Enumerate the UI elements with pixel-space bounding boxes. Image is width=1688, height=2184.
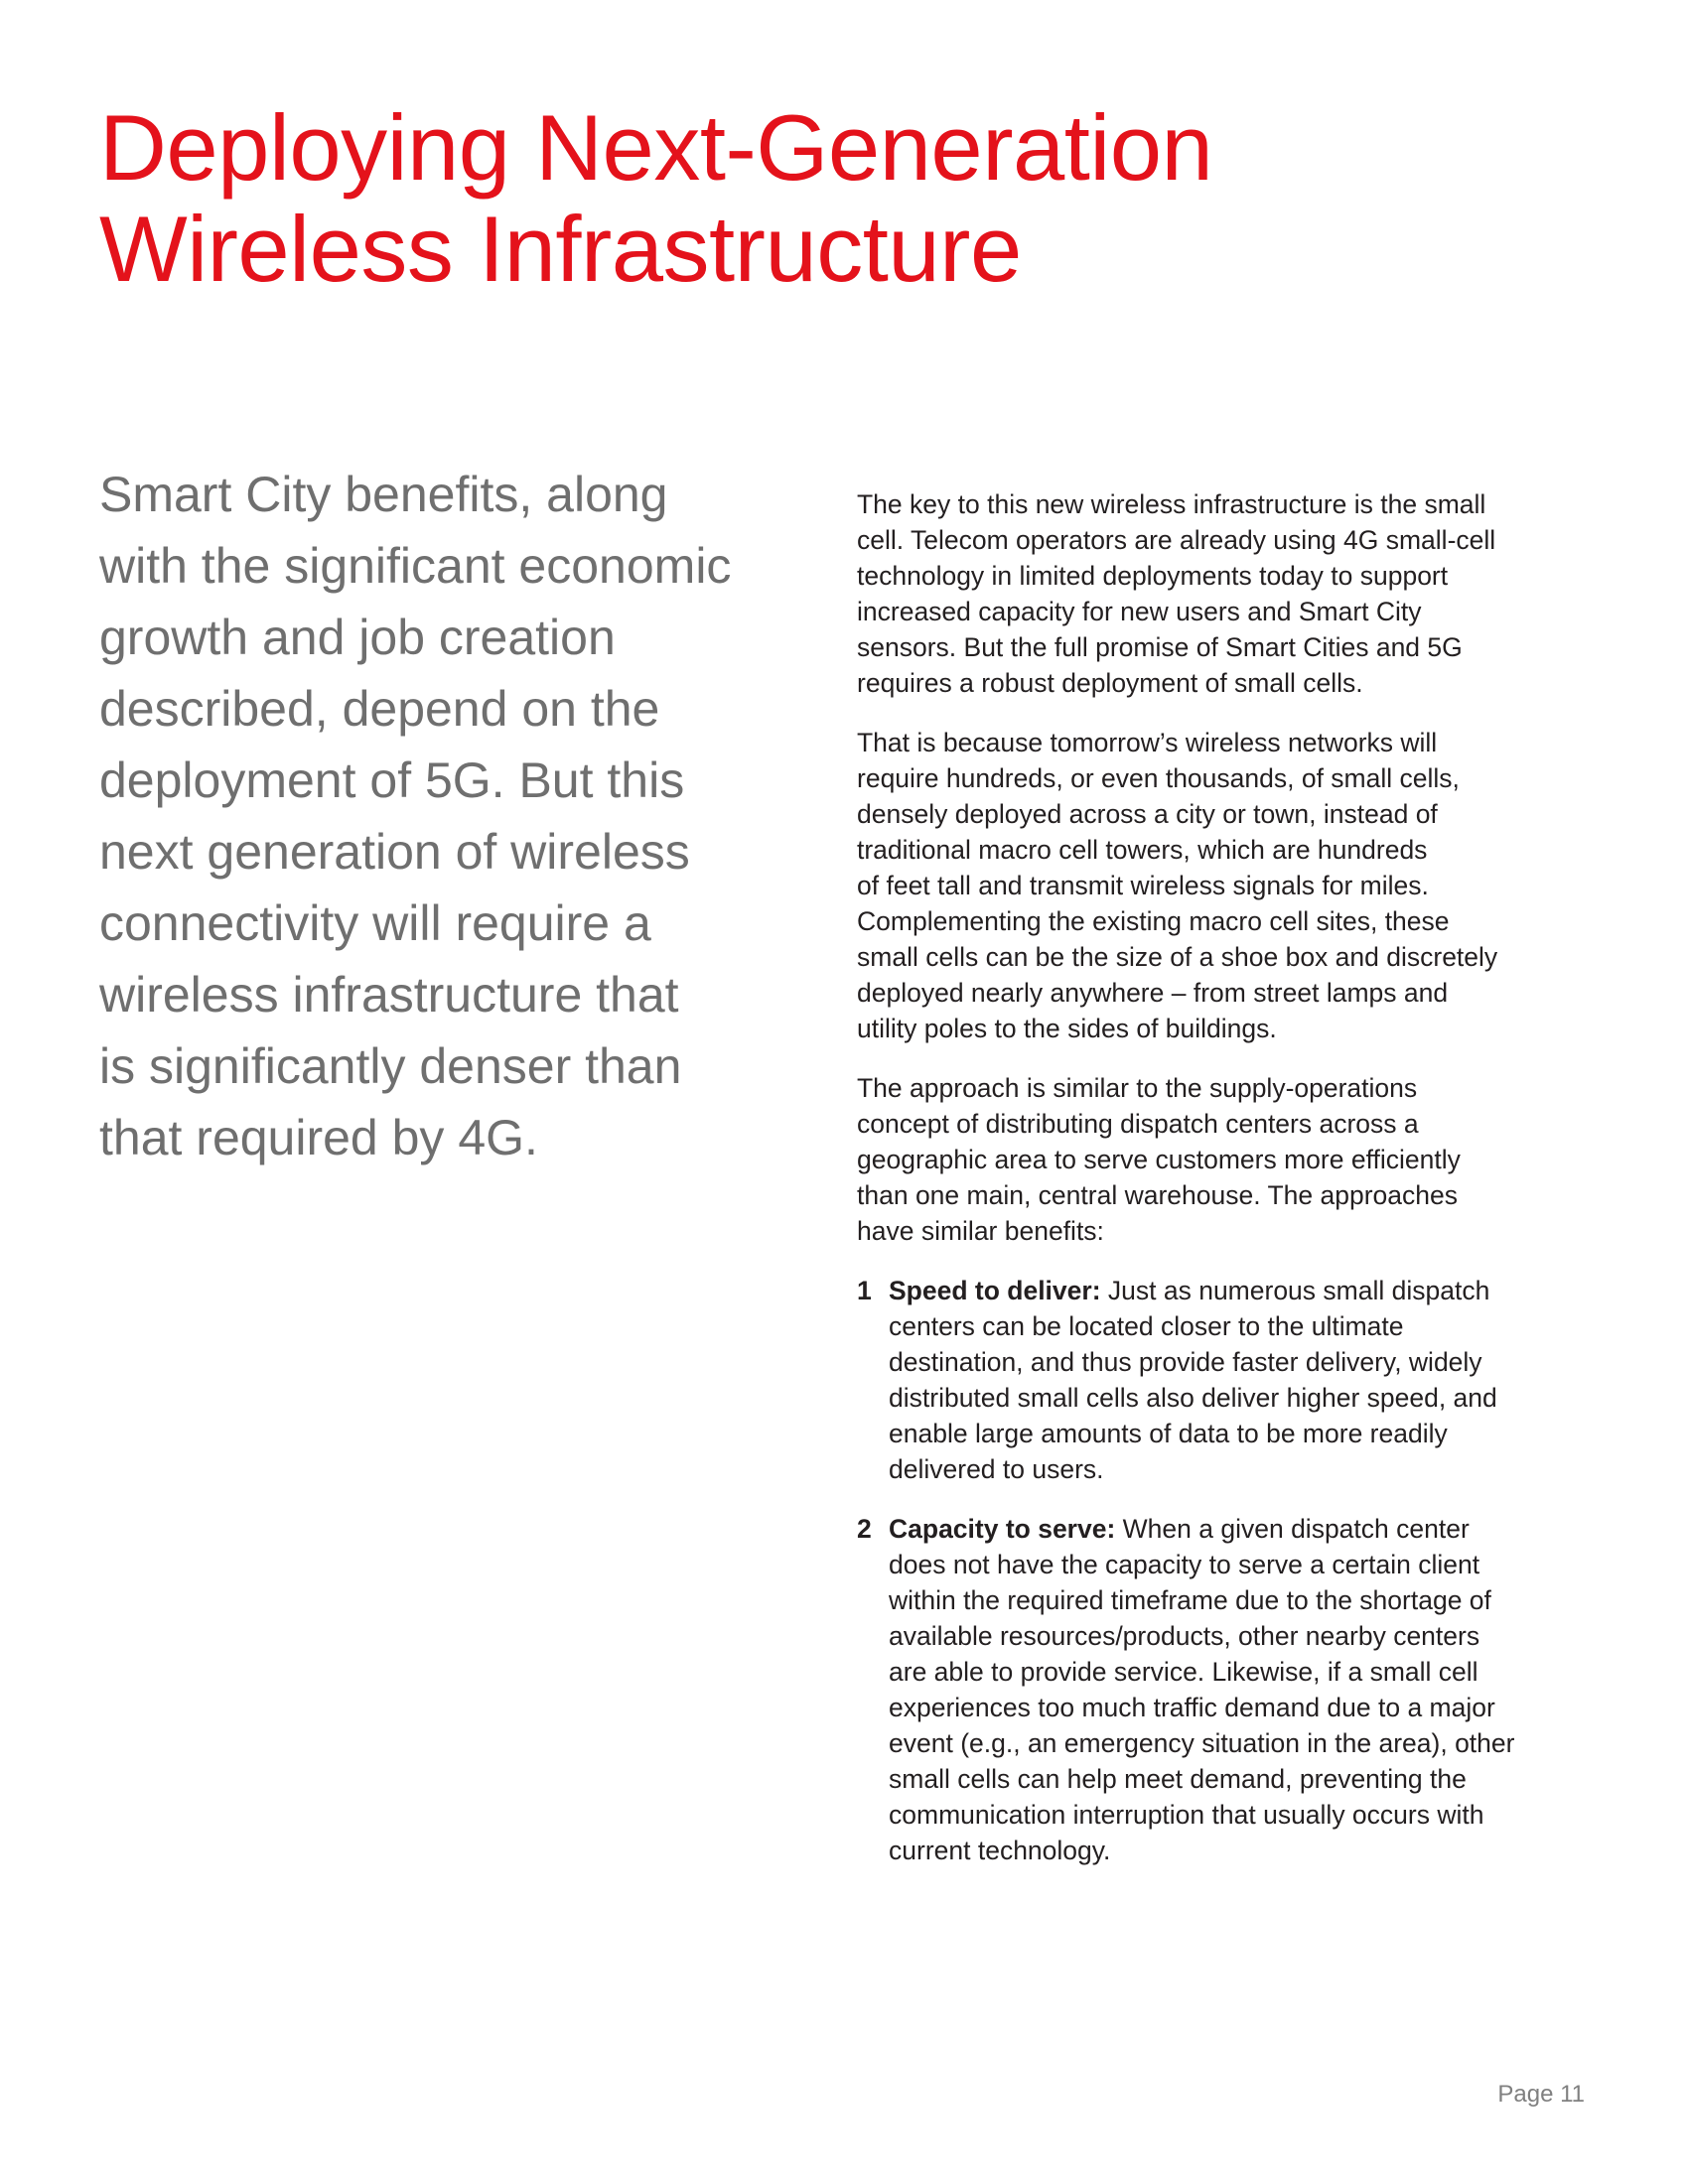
pull-quote-line: with the significant economic (99, 538, 732, 594)
body-line: require hundreds, or even thousands, of small cells, (857, 763, 1460, 793)
list-item-line: available resources/products, other nearby centers (889, 1621, 1480, 1651)
list-item-line: delivered to users. (889, 1454, 1104, 1484)
list-item-line: destination, and thus provide faster delivery, widely (889, 1347, 1482, 1377)
body-line: densely deployed across a city or town, instead of (857, 799, 1438, 829)
body-line: sensors. But the full promise of Smart Cities and 5G (857, 632, 1463, 662)
body-line: small cells can be the size of a shoe box and discretely (857, 942, 1498, 972)
body-line: of feet tall and transmit wireless signals for miles. (857, 871, 1429, 900)
body-line: deployed nearly anywhere – from street lamps and (857, 978, 1449, 1008)
body-column (857, 486, 1612, 1892)
title-line: Wireless Infrastructure (99, 197, 1022, 301)
pull-quote (99, 459, 814, 1173)
pull-quote-line: next generation of wireless (99, 824, 690, 880)
list-item (857, 1511, 1612, 1868)
list-item-line: current technology. (889, 1836, 1111, 1865)
body-line: cell. Telecom operators are already using 4G small-cell (857, 525, 1496, 555)
pull-quote-line: Smart City benefits, along (99, 467, 668, 522)
list-item-line: distributed small cells also deliver higher speed, and (889, 1383, 1497, 1413)
list-item-line: within the required timeframe due to the shortage of (889, 1585, 1491, 1615)
body-line: increased capacity for new users and Smart City (857, 597, 1422, 626)
body-line: The approach is similar to the supply-operations (857, 1073, 1418, 1103)
body-paragraph (857, 1070, 1612, 1249)
list-item-line: experiences too much traffic demand due to a major (889, 1693, 1495, 1722)
list-item-first-line (889, 1511, 1612, 1547)
page-number: Page 11 (1497, 2081, 1585, 2108)
list-item-line: communication interruption that usually occurs with (889, 1800, 1484, 1830)
page-title (99, 97, 1489, 300)
pull-quote-line: deployment of 5G. But this (99, 752, 685, 808)
list-item-number: 2 (857, 1514, 872, 1544)
list-item-first-line-rest: When a given dispatch center (1115, 1514, 1470, 1544)
body-line: Complementing the existing macro cell sites, these (857, 906, 1450, 936)
body-line: The key to this new wireless infrastructure is the small (857, 489, 1486, 519)
list-item-line: event (e.g., an emergency situation in the area), other (889, 1728, 1515, 1758)
list-item-text (889, 1273, 1612, 1487)
body-line: That is because tomorrow’s wireless networks will (857, 728, 1438, 757)
list-item-text (889, 1511, 1612, 1868)
list-item-line: enable large amounts of data to be more readily (889, 1419, 1448, 1448)
pull-quote-line: wireless infrastructure that (99, 967, 679, 1023)
body-line: requires a robust deployment of small cells. (857, 668, 1363, 698)
list-item-lead: Speed to deliver: (889, 1276, 1101, 1305)
body-line: traditional macro cell towers, which are hundreds (857, 835, 1428, 865)
list-item-line: centers can be located closer to the ultimate (889, 1311, 1404, 1341)
body-line: have similar benefits: (857, 1216, 1104, 1246)
body-paragraph (857, 725, 1612, 1046)
body-line: geographic area to serve customers more efficiently (857, 1145, 1461, 1174)
list-item-first-line-rest: Just as numerous small dispatch (1100, 1276, 1490, 1305)
body-paragraph (857, 486, 1612, 701)
pull-quote-line: growth and job creation (99, 610, 616, 665)
list-item-line: does not have the capacity to serve a certain client (889, 1550, 1480, 1579)
list-item-first-line (889, 1273, 1612, 1308)
title-line: Deploying Next-Generation (99, 95, 1213, 200)
pull-quote-line: that required by 4G. (99, 1110, 538, 1165)
list-item-line: are able to provide service. Likewise, if a small cell (889, 1657, 1478, 1687)
body-line: utility poles to the sides of buildings. (857, 1014, 1277, 1043)
list-item (857, 1273, 1612, 1487)
pull-quote-line: is significantly denser than (99, 1038, 682, 1094)
body-line: than one main, central warehouse. The approaches (857, 1180, 1458, 1210)
list-item-line: small cells can help meet demand, preventing the (889, 1764, 1467, 1794)
body-line: concept of distributing dispatch centers across a (857, 1109, 1419, 1139)
body-line: technology in limited deployments today to support (857, 561, 1449, 591)
list-item-lead: Capacity to serve: (889, 1514, 1116, 1544)
pull-quote-line: described, depend on the (99, 681, 660, 737)
benefits-list (857, 1273, 1612, 1868)
list-item-number: 1 (857, 1276, 872, 1305)
pull-quote-line: connectivity will require a (99, 895, 651, 951)
